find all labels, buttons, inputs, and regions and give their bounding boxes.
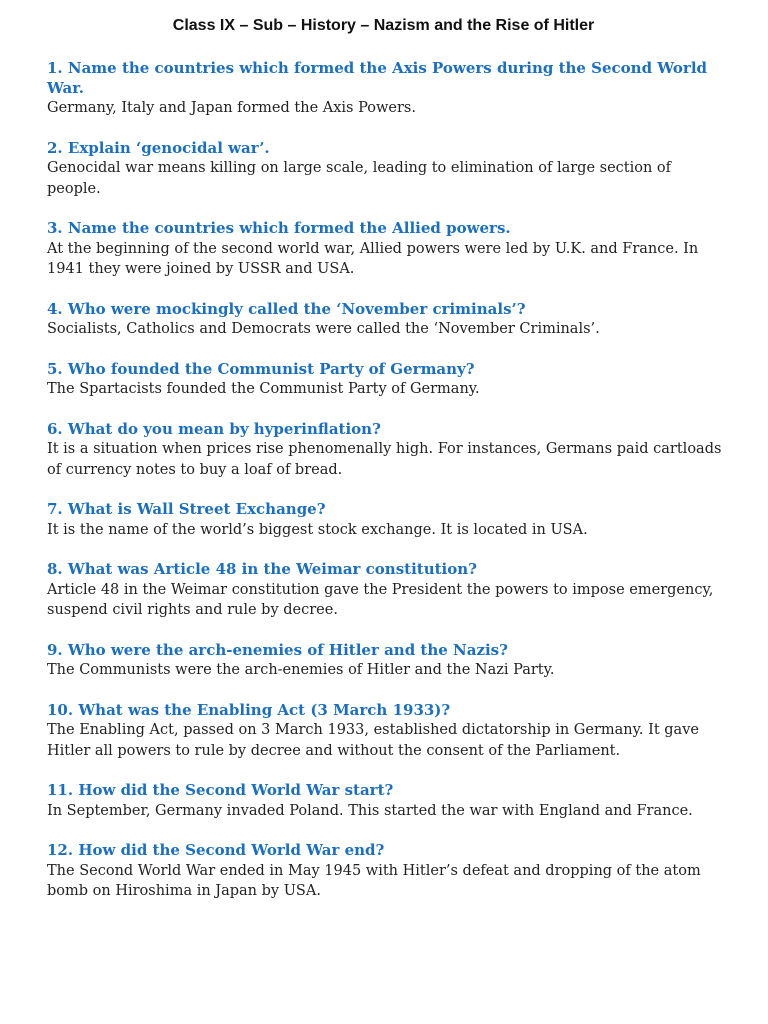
answer-text: Genocidal war means killing on large scale, leading to elimination of large section of people. — [47, 160, 672, 197]
answer-text: Article 48 in the Weimar constitution gave the President the powers to impose emergency, suspend civil rights and rule by decree. — [47, 581, 714, 618]
answer-text: The Spartacists founded the Communist Party of Germany. — [47, 381, 480, 397]
answer-text: In September, Germany invaded Poland. This started the war with England and France. — [47, 802, 693, 819]
question-heading: 6. What do you mean by hyperinflation? — [47, 419, 381, 438]
qa-item — [47, 139, 728, 200]
question-heading: 1. Name the countries which formed the Axis Powers during the Second World War. — [47, 59, 708, 97]
answer-text: The Enabling Act, passed on 3 March 1933, established dictatorship in Germany. It gave Hitler all powers to rule by decree and without the consent of the Parliament. — [47, 722, 699, 759]
answer-text: The Communists were the arch-enemies of Hitler and the Nazi Party. — [47, 662, 555, 678]
qa-item — [47, 781, 728, 821]
qa-item — [47, 841, 728, 902]
question-heading: 7. What is Wall Street Exchange? — [47, 500, 326, 518]
qa-item — [47, 701, 728, 762]
answer-text: It is the name of the world’s biggest stock exchange. It is located in USA. — [47, 521, 588, 538]
answer-text: It is a situation when prices rise phenomenally high. For instances, Germans paid cartloads of currency notes to buy a loaf of bread. — [47, 441, 722, 478]
question-heading: 8. What was Article 48 in the Weimar constitution? — [47, 560, 477, 578]
qa-item — [47, 641, 728, 681]
answer-text: Germany, Italy and Japan formed the Axis Powers. — [47, 100, 416, 116]
qa-item — [47, 560, 728, 621]
qa-item — [47, 360, 728, 400]
qa-item — [47, 219, 728, 280]
qa-item — [47, 300, 728, 340]
question-heading: 2. Explain ‘genocidal war’. — [47, 138, 270, 157]
answer-text: At the beginning of the second world war, Allied powers were led by U.K. and France. In 1941 they were joined by USSR and USA. — [47, 240, 699, 277]
question-heading: 9. Who were the arch-enemies of Hitler and the Nazis? — [47, 640, 508, 659]
answer-text: Socialists, Catholics and Democrats were called the ‘November Criminals’. — [47, 321, 600, 337]
answer-text: The Second World War ended in May 1945 with Hitler’s defeat and dropping of the atom bomb on Hiroshima in Japan by USA. — [47, 862, 701, 899]
question-heading: 12. How did the Second World War end? — [47, 841, 385, 859]
page-title: Class IX – Sub – History – Nazism and the Rise of Hitler — [172, 17, 595, 34]
qa-item — [47, 420, 728, 481]
question-heading: 5. Who founded the Communist Party of Germany? — [47, 359, 475, 378]
qa-item — [47, 59, 728, 119]
qa-item — [47, 500, 728, 540]
question-heading: 4. Who were mockingly called the ‘November criminals’? — [47, 299, 526, 318]
question-heading: 3. Name the countries which formed the Allied powers. — [47, 219, 511, 237]
question-heading: 11. How did the Second World War start? — [47, 781, 394, 799]
qa-list — [47, 59, 728, 902]
question-heading: 10. What was the Enabling Act (3 March 1933)? — [47, 700, 451, 719]
